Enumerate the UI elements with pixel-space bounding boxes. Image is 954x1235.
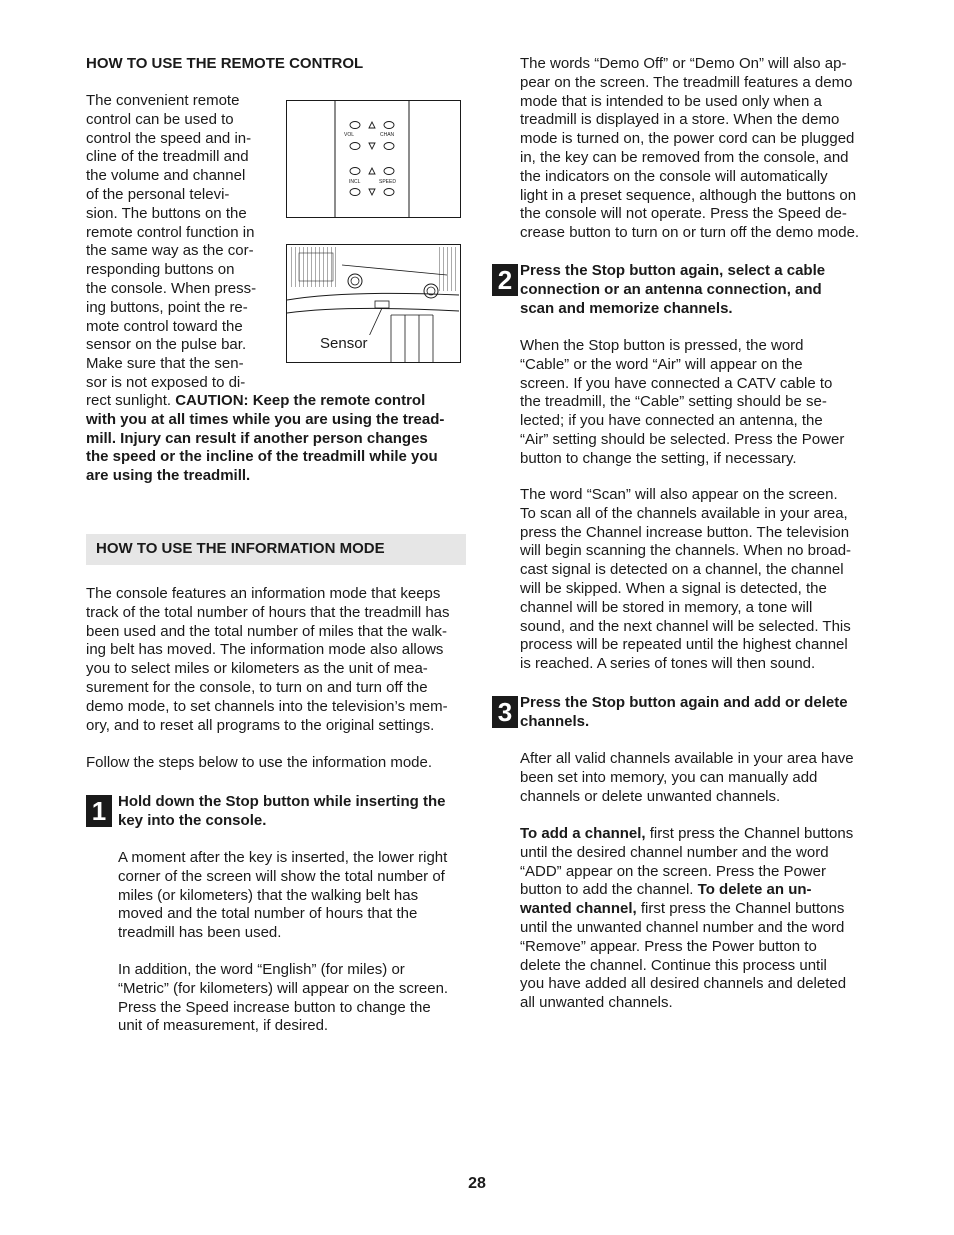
text-line: screen. If you have connected a CATV cable to — [520, 374, 833, 392]
text-line: crease button to turn on or turn off the demo mode. — [520, 224, 860, 242]
text-line: To scan all of the channels available in your area, — [520, 504, 848, 522]
text-line: cast signal is detected on a channel, the channel — [520, 561, 844, 579]
text-line: sion. The buttons on the — [86, 204, 247, 222]
text-line: channels. — [520, 712, 590, 730]
step-3-para-2 — [520, 825, 853, 1013]
step-2-para-1 — [520, 337, 844, 469]
step-2-title — [520, 262, 825, 318]
text-line: corner of the screen will show the total number of — [118, 867, 445, 885]
text-line: track of the total number of hours that the treadmill has — [86, 603, 450, 621]
text-line: Hold down the Stop button while inserting the — [118, 793, 446, 810]
text-line: channels or delete unwanted channels. — [520, 787, 781, 805]
info-heading: HOW TO USE THE INFORMATION MODE — [86, 534, 466, 565]
text-line: connection or an antenna connection, and — [520, 280, 822, 298]
text-line: The word “Scan” will also appear on the screen. — [520, 486, 838, 503]
text-line: Press the Speed increase button to change the — [118, 998, 431, 1016]
sensor-figure — [286, 244, 461, 363]
text-line: in, the key can be removed from the console, and — [520, 148, 849, 166]
text-line: press the Channel increase button. The television — [520, 523, 850, 541]
text-line: mode is turned on, the power cord can be plugged — [520, 130, 855, 148]
text-line: is reached. A series of tones will then sound. — [520, 655, 816, 673]
text-line: mode that is intended to be used only when a — [520, 92, 822, 110]
sensor-label: Sensor — [320, 335, 368, 352]
text-line: sor is not exposed to di- — [86, 373, 246, 391]
text-line: cline of the treadmill and — [86, 148, 249, 166]
text-line: Press the Stop button again and add or delete — [520, 694, 848, 711]
text-line: The console features an information mode that keeps — [86, 585, 441, 602]
text-line: the console. When press- — [86, 279, 257, 297]
text-line: channel will be stored in memory, a tone will — [520, 598, 813, 616]
text-line: ing belt has moved. The information mode also allows — [86, 641, 444, 659]
chan-label: CHAN — [380, 132, 395, 138]
text-line: light in a preset sequence, although the buttons on — [520, 186, 857, 204]
text-line — [86, 392, 466, 411]
caution-label: CAUTION: Keep the remote control — [175, 392, 426, 409]
text-plain: first press the Channel buttons — [636, 900, 845, 918]
text-line: the same way as the cor- — [86, 242, 254, 260]
text-line: The words “Demo Off” or “Demo On” will also ap- — [520, 55, 847, 72]
step-1-para-1 — [118, 849, 447, 943]
text-line: been used and the total number of miles that the walk- — [86, 622, 448, 640]
text-line: mote control toward the — [86, 317, 243, 335]
text-line: control the speed and in- — [86, 129, 252, 147]
remote-caution — [86, 392, 466, 486]
text-line: been set into memory, you can manually add — [520, 768, 818, 786]
text-line: In addition, the word “English” (for miles) or — [118, 961, 405, 978]
text-line: delete the channel. Continue this process until — [520, 956, 827, 974]
text-line: “Cable” or the word “Air” will appear on the — [520, 355, 803, 373]
info-intro — [86, 585, 466, 735]
text-line: A moment after the key is inserted, the lower right — [118, 849, 448, 866]
text-line: sensor on the pulse bar. — [86, 336, 247, 354]
delete-channel-label-cont: wanted channel, — [520, 900, 637, 918]
text-line — [520, 881, 853, 900]
text-line: “Air” setting should be selected. Press the Power — [520, 430, 845, 448]
text-line: the console will not operate. Press the Speed de- — [520, 205, 847, 223]
text-line: Make sure that the sen- — [86, 355, 244, 373]
text-line: treadmill is displayed in a store. When the demo — [520, 111, 840, 129]
text-line: key into the console. — [118, 811, 267, 829]
text-line: pear on the screen. The treadmill features a demo — [520, 73, 853, 91]
text-line: scan and memorize channels. — [520, 299, 733, 317]
text-plain: button to add the channel. — [520, 881, 698, 899]
text-line: control can be used to — [86, 110, 234, 128]
text-line: ing buttons, point the re- — [86, 298, 248, 316]
vol-label: VOL — [344, 132, 355, 138]
text-line: the indicators on the console will automatically — [520, 167, 828, 185]
text-line: of the personal televi- — [86, 185, 230, 203]
text-line: ory, and to reset all programs to the original settings. — [86, 716, 435, 734]
remote-heading: HOW TO USE THE REMOTE CONTROL — [86, 55, 364, 72]
text-line: After all valid channels available in your area have — [520, 750, 854, 767]
incl-label: INCL — [349, 179, 361, 185]
text-line: process will be repeated until the highest channel — [520, 636, 848, 654]
step-2-number: 2 — [492, 264, 518, 296]
text-line: you to select miles or kilometers as the unit of mea- — [86, 660, 428, 678]
text-line: “ADD” appear on the screen. Press the Power — [520, 862, 826, 880]
text-line: treadmill has been used. — [118, 924, 282, 942]
text-line — [520, 825, 853, 844]
text-line: surement for the console, to turn on and turn off the — [86, 678, 428, 696]
step-1-title — [118, 793, 445, 831]
text-line: Press the Stop button again, select a cable — [520, 262, 826, 279]
text-line: When the Stop button is pressed, the word — [520, 337, 804, 354]
text-line: button to change the setting, if necessary. — [520, 449, 797, 467]
text-line: sound, and the next channel will be selected. This — [520, 617, 851, 635]
step-1-number: 1 — [86, 795, 112, 827]
text-line: will be skipped. When a signal is detected, the — [520, 579, 827, 597]
text-line: miles (or kilometers) that the walking belt has — [118, 886, 419, 904]
remote-illustration — [287, 101, 460, 217]
text-line: unit of measurement, if desired. — [118, 1017, 329, 1035]
text-line: mill. Injury can result if another person changes — [86, 429, 428, 447]
text-line: “Remove” appear. Press the Power button to — [520, 937, 817, 955]
step-2-para-2 — [520, 486, 851, 674]
text-line: until the desired channel number and the word — [520, 843, 829, 861]
text-line: are using the treadmill. — [86, 467, 251, 485]
text-line — [520, 900, 853, 919]
text-plain: rect sunlight. — [86, 392, 176, 409]
text-line: will begin scanning the channels. When no broad- — [520, 542, 852, 560]
sensor-illustration — [287, 245, 460, 362]
text-line: The convenient remote — [86, 92, 240, 109]
text-line: you have added all desired channels and deleted — [520, 975, 847, 993]
step-3-title — [520, 694, 848, 732]
info-follow: Follow the steps below to use the information mode. — [86, 754, 433, 771]
text-line: responding buttons on — [86, 261, 235, 279]
add-channel-label: To add a channel, — [520, 825, 646, 842]
text-line: the treadmill, the “Cable” setting should be se- — [520, 393, 827, 411]
text-line: the volume and channel — [86, 167, 246, 185]
delete-channel-label: To delete an un- — [697, 881, 812, 899]
remote-figure — [286, 100, 461, 218]
step-3-para-1 — [520, 750, 854, 806]
text-plain: first press the Channel buttons — [645, 825, 854, 842]
remote-body-narrow — [86, 92, 266, 393]
page-number: 28 — [468, 1175, 486, 1192]
text-line: lected; if you have connected an antenna, the — [520, 412, 823, 430]
text-line: all unwanted channels. — [520, 994, 673, 1012]
demo-paragraph — [520, 55, 880, 243]
text-line: demo mode, to set channels into the television’s mem- — [86, 697, 448, 715]
text-line: the speed or the incline of the treadmill while you — [86, 448, 438, 466]
text-line: with you at all times while you are using the tread- — [86, 410, 445, 428]
speed-label: SPEED — [379, 179, 396, 185]
step-1-para-2 — [118, 961, 448, 1036]
text-line: “Metric” (for kilometers) will appear on the screen. — [118, 979, 449, 997]
text-line: remote control function in — [86, 223, 255, 241]
text-line: moved and the total number of hours that the — [118, 905, 418, 923]
text-line: until the unwanted channel number and the word — [520, 918, 845, 936]
step-3-number: 3 — [492, 696, 518, 728]
